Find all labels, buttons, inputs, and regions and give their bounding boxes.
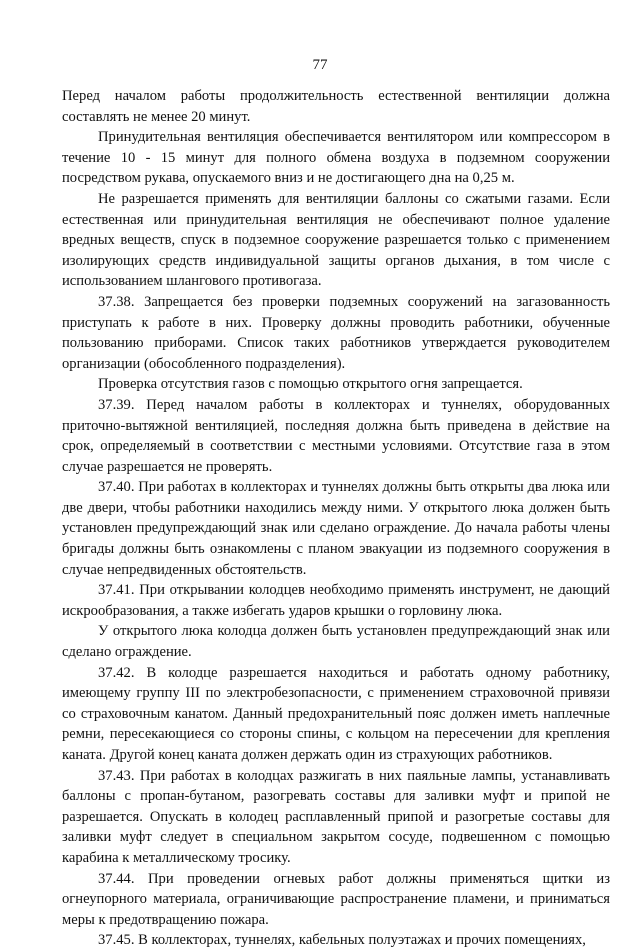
- paragraph: Не разрешается применять для вентиляции баллоны со сжатыми газами. Если естественная или принудительная вентиляция не обеспечивают полное удаление вредных веществ, спуск в подземное сооружение разрешается только с применением изолирующих средств индивидуальной защиты органов дыхания, в том числе с использованием шлангового противогаза.: [62, 190, 610, 290]
- paragraph: 37.38. Запрещается без проверки подземных сооружений на загазованность приступать к работе в них. Проверку должны проводить работники, обученные пользованию приборами. Список таких работников утверждается руководителем организации (обособленного подразделения).: [62, 293, 610, 372]
- paragraph: У открытого люка колодца должен быть установлен предупреждающий знак или сделано ограждение.: [62, 623, 610, 661]
- paragraph: 37.44. При проведении огневых работ должны применяться щитки из огнеупорного материала, ограничивающие распространение пламени, и приниматься меры к предотвращению пожара.: [62, 870, 610, 928]
- paragraph: 37.41. При открывании колодцев необходимо применять инструмент, не дающий искрообразования, а также избегать ударов крышки о горловину люка.: [62, 582, 610, 619]
- paragraph: 37.43. При работах в колодцах разжигать в них паяльные лампы, устанавливать баллоны с пропан-бутаном, разогревать составы для заливки муфт и припой не разрешается. Опускать в колодец расплавленный припой и разогретые составы для заливки муфт следует в специальном закрытом сосуде, подвешенном с помощью карабина к металлическому тросику.: [62, 767, 610, 866]
- paragraph: Принудительная вентиляция обеспечивается вентилятором или компрессором в течение 10 - 15 минут для полного обмена воздуха в подземном сооружении посредством рукава, опускаемого вниз и не достигающего дна на 0,25 м.: [62, 129, 610, 187]
- paragraph: 37.45. В коллекторах, туннелях, кабельных полуэтажах и прочих помещениях,: [98, 932, 586, 949]
- page-number: 77: [312, 57, 328, 73]
- paragraph: 37.42. В колодце разрешается находиться и работать одному работнику, имеющему группу III по электробезопасности, с применением страховочной привязи со страховочным канатом. Данный предохранительный пояс должен иметь наплечные ремни, пересекающиеся со стороны спины, с кольцом на пересечении для крепления каната. Другой конец каната должен держать один из страхующих работников.: [62, 664, 610, 763]
- paragraph: Проверка отсутствия газов с помощью открытого огня запрещается.: [98, 376, 523, 393]
- paragraph: 37.39. Перед началом работы в коллекторах и туннелях, оборудованных приточно-вытяжной вентиляцией, последняя должна быть приведена в действие на срок, определяемый в соответствии с местными условиями. Отсутствие газа в этом случае разрешается не проверять.: [62, 396, 610, 475]
- paragraph: 37.40. При работах в коллекторах и туннелях должны быть открыты два люка или две двери, чтобы работники находились между ними. У открытого люка должен быть установлен предупреждающий знак или сделано ограждение. До начала работы члены бригады должны быть ознакомлены с планом эвакуации из подземного сооружения в случае непредвиденных обстоятельств.: [62, 479, 610, 578]
- paragraph: Перед началом работы продолжительность естественной вентиляции должна составлять не менее 20 минут.: [62, 88, 610, 125]
- body-text: [62, 86, 610, 951]
